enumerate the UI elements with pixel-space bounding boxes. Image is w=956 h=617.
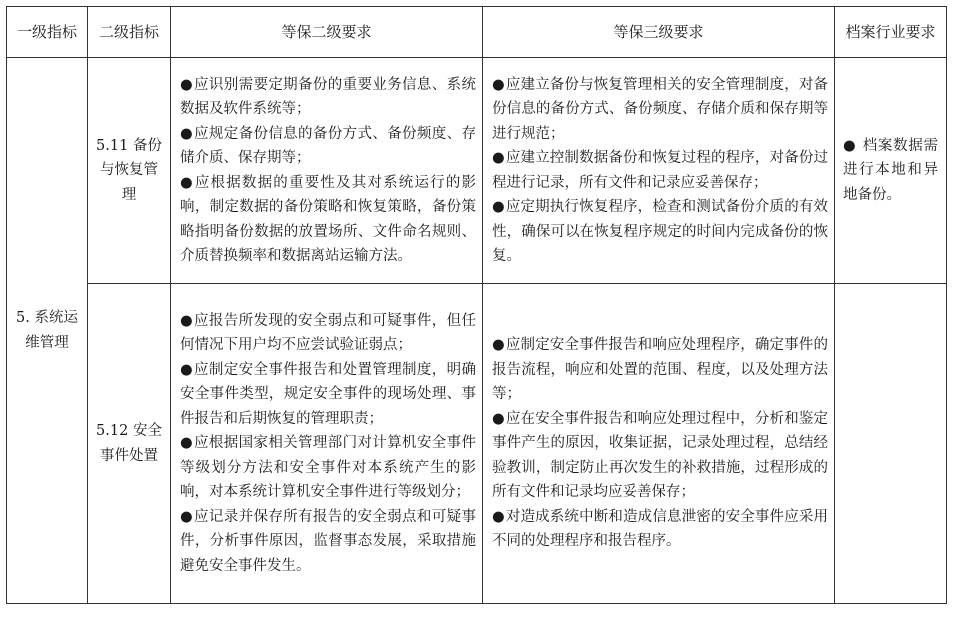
list-item: ●应识别需要定期备份的重要业务信息、系统数据及软件系统等； (180, 76, 476, 117)
level1-indicator: 5. 系统运维管理 (16, 310, 78, 351)
archive-requirements (835, 58, 947, 284)
list-item: ●应规定备份信息的备份方式、备份频度、存储介质、保存期等； (180, 125, 476, 166)
list-item: ●应根据国家相关管理部门对计算机安全事件等级划分方法和安全事件对本系统产生的影响，对本系统计算机安全事件进行等级划分； (180, 435, 476, 501)
list-item: ●应在安全事件报告和响应处理过程中，分析和鉴定事件产生的原因，收集证据，记录处理过程，总结经验教训，制定防止再次发生的补救措施，过程形成的所有文件和记录均应妥善保存； (492, 410, 829, 501)
requirements-table (6, 6, 947, 604)
list-item: ●应根据数据的重要性及其对系统运行的影响，制定数据的备份策略和恢复策略，备份策略指明备份数据的放置场所、文件命名规则、介质替换频率和数据离站运输方法。 (180, 174, 477, 264)
list-item: ●应定期执行恢复程序，检查和测试备份介质的有效性，确保可以在恢复程序规定的时间内完成备份的恢复。 (492, 199, 829, 264)
level2-indicator: 5.12 安全事件处置 (96, 423, 162, 464)
level2-indicator: 5.11 备份与恢复管理 (96, 137, 162, 203)
class3-requirements (483, 284, 835, 604)
list-item: ●应建立备份与恢复管理相关的安全管理制度，对备份信息的备份方式、备份频度、存储介质和保存期等进行规范； (492, 76, 829, 142)
list-item: ●应制定安全事件报告和处置管理制度，明确安全事件类型，规定安全事件的现场处理、事件报告和后期恢复的管理职责； (180, 361, 476, 427)
header-class2: 等保二级要求 (171, 7, 483, 58)
list-item: ●应记录并保存所有报告的安全弱点和可疑事件，分析事件原因，监督事态发展，采取措施避免安全事件发生。 (180, 508, 476, 574)
header-archive: 档案行业要求 (835, 7, 947, 58)
header-class3: 等保三级要求 (483, 7, 835, 58)
header-level1: 一级指标 (7, 7, 88, 58)
level2-indicator-cell (88, 58, 171, 284)
list-item: ● 档案数据需进行本地和异地备份。 (843, 137, 939, 203)
level2-indicator-cell (88, 284, 171, 604)
archive-requirements-empty (835, 284, 947, 604)
level1-indicator-cell (7, 58, 88, 604)
class3-requirements (483, 58, 835, 284)
table-row (7, 58, 947, 284)
class2-requirements (171, 284, 483, 604)
table-row (7, 284, 947, 604)
class2-requirements (171, 58, 483, 284)
list-item: ●对造成系统中断和造成信息泄密的安全事件应采用不同的处理程序和报告程序。 (492, 508, 829, 550)
header-row (7, 7, 947, 58)
list-item: ●应制定安全事件报告和响应处理程序，确定事件的报告流程，响应和处置的范围、程度，以及处理方法等； (492, 337, 829, 403)
list-item: ●应建立控制数据备份和恢复过程的程序，对备份过程进行记录，所有文件和记录应妥善保存； (492, 150, 829, 191)
list-item: ●应报告所发现的安全弱点和可疑事件，但任何情况下用户均不应尝试验证弱点； (180, 312, 476, 354)
header-level2: 二级指标 (88, 7, 171, 58)
